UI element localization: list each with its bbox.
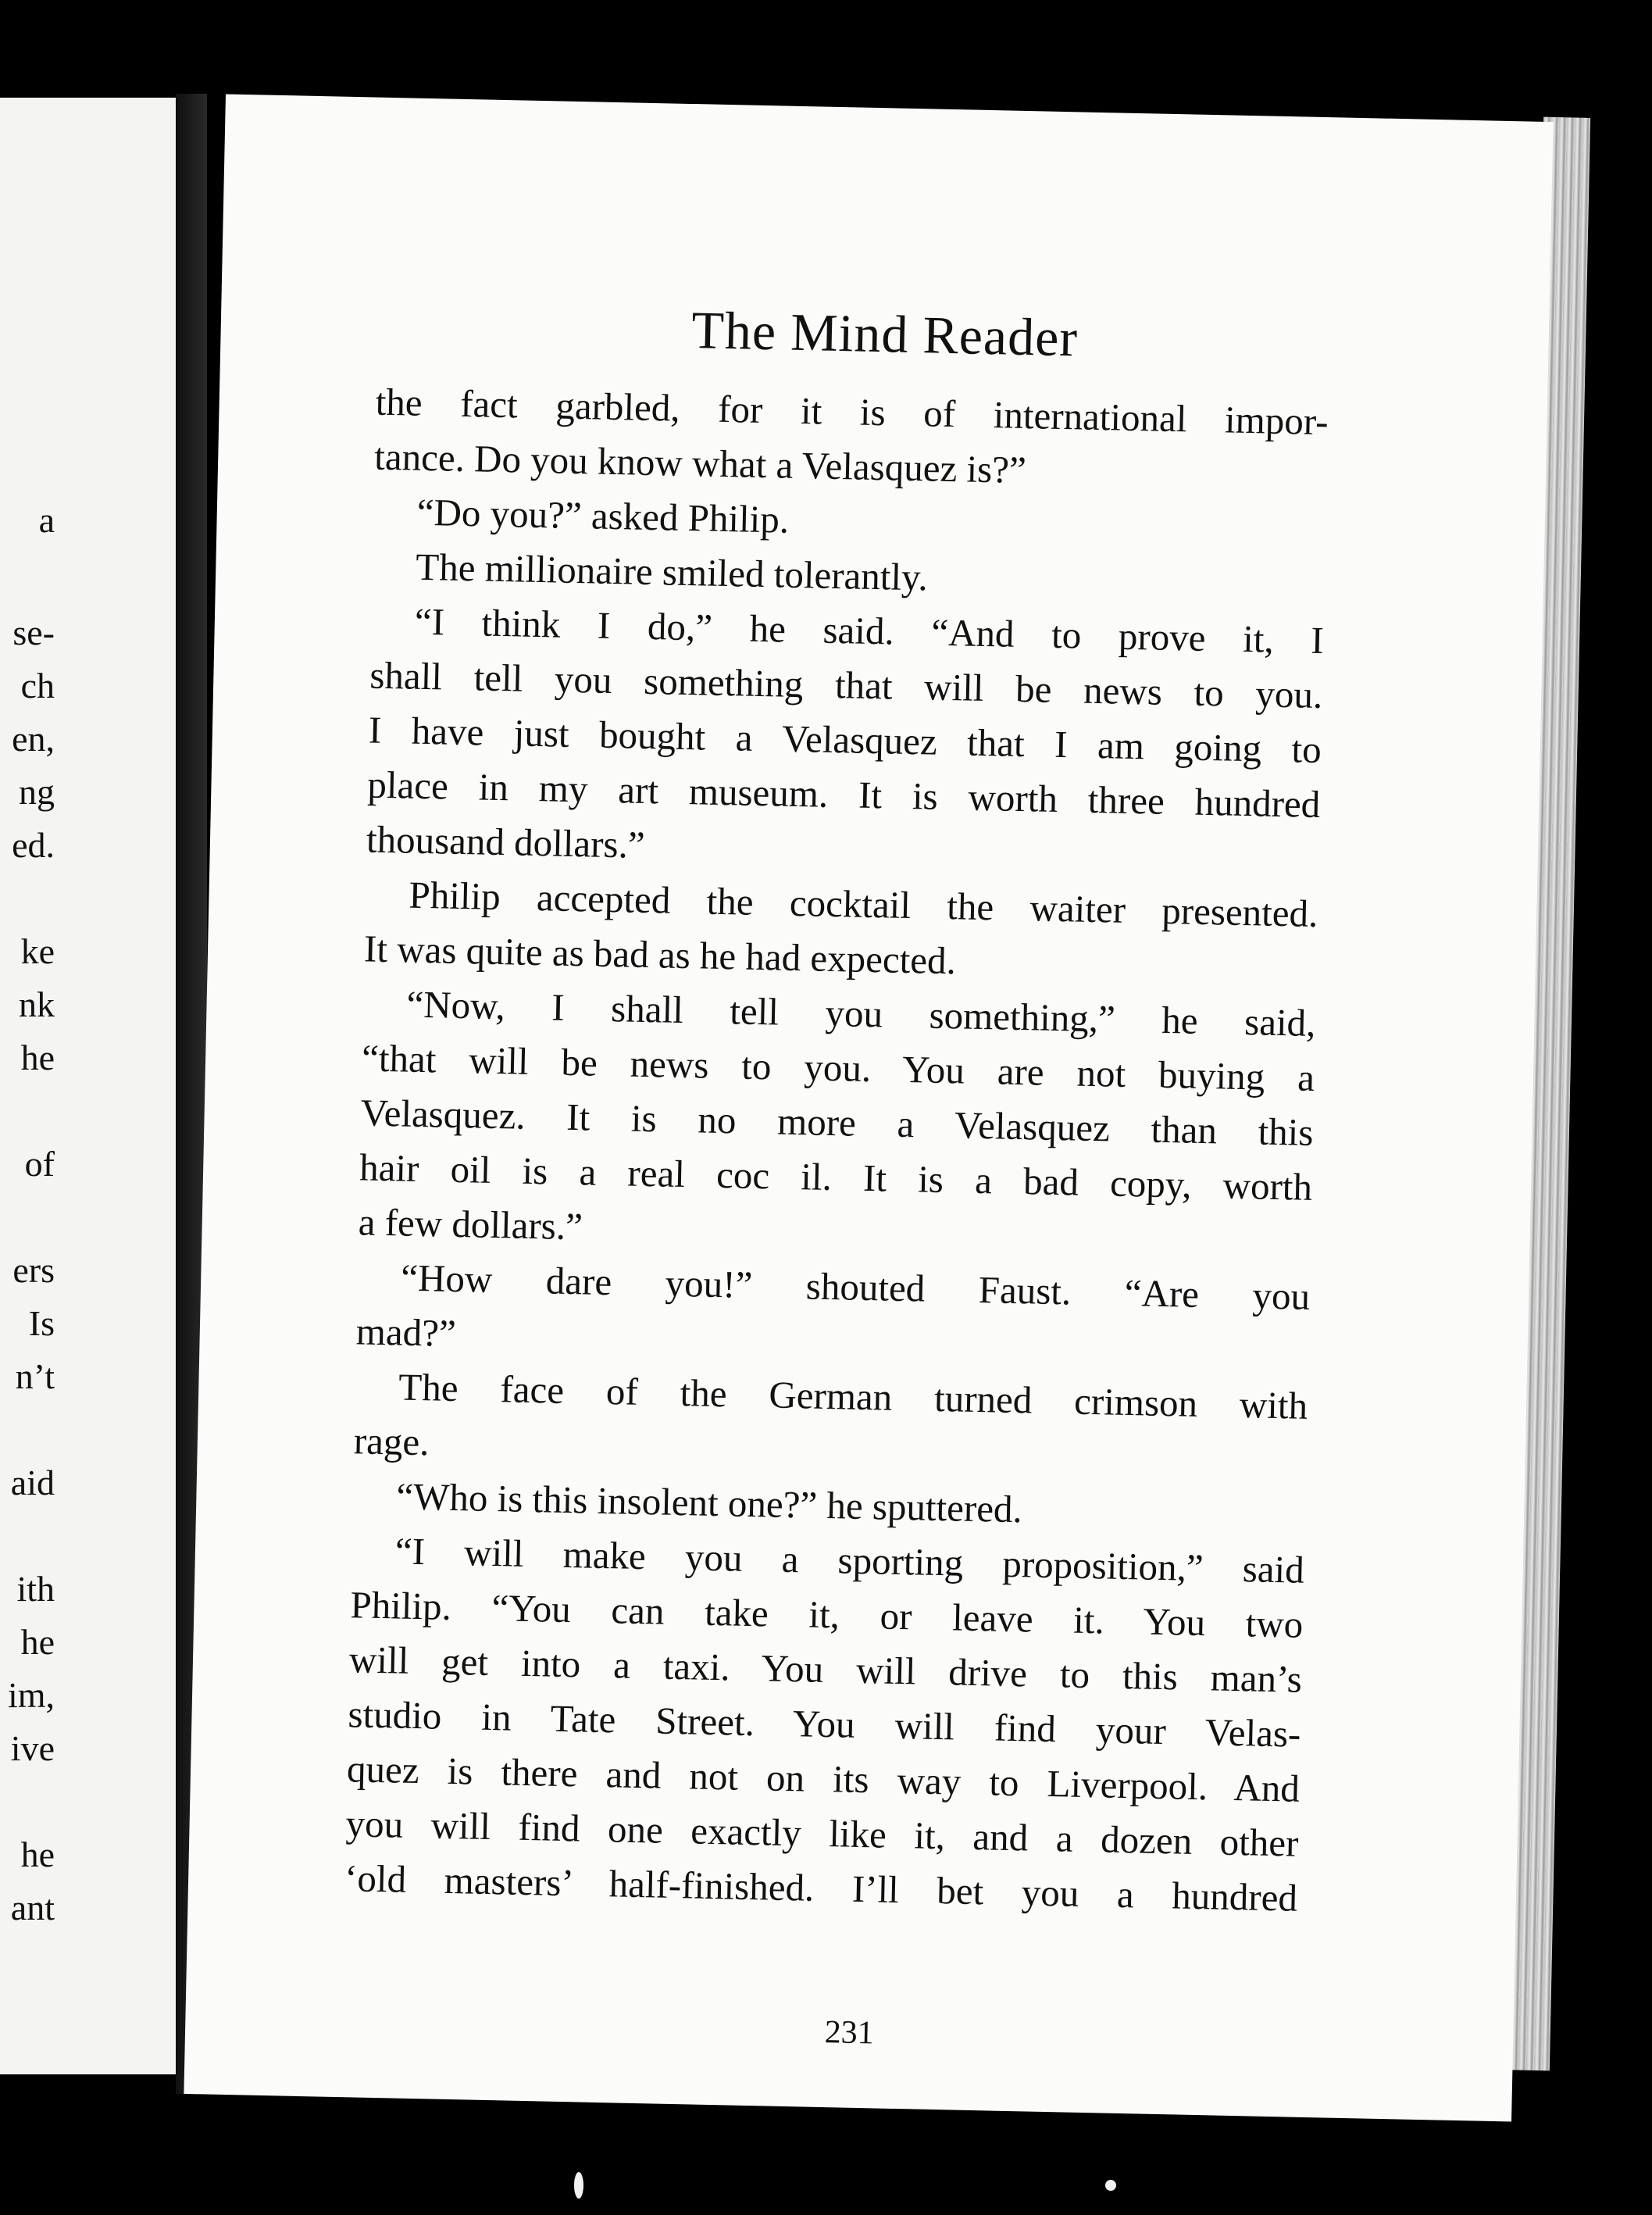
left-page-fragment: ke — [20, 931, 55, 971]
text-line: ‘old masters’ half-finished. I’ll bet you a hundred — [344, 1856, 1298, 1920]
scan-speck — [574, 2172, 583, 2199]
text-line: Philip. “You can take it, or leave it. You two — [349, 1583, 1304, 1646]
left-page-fragment: im, — [7, 1675, 55, 1715]
left-page-fragment: n’t — [15, 1356, 55, 1396]
text-line: The millionaire smiled tolerantly. — [415, 545, 929, 599]
text-line: thousand dollars.” — [366, 817, 646, 866]
left-facing-page — [0, 98, 181, 2074]
text-line: a few dollars.” — [358, 1200, 583, 1249]
text-line: tance. Do you know what a Velasquez is?” — [373, 434, 1027, 492]
left-page-fragment: he — [20, 1622, 55, 1662]
text-line: the fact garbled, for it is of international impor- — [375, 380, 1329, 444]
left-page-fragment: se- — [12, 613, 55, 652]
text-line: place in my art museum. It is worth three hundred — [366, 763, 1321, 827]
text-line: “How dare you!” shouted Faust. “Are you — [400, 1256, 1311, 1318]
left-page-fragment: nk — [19, 984, 55, 1024]
text-line: studio in Tate Street. You will find your Velas- — [348, 1692, 1301, 1756]
scan-speck — [1105, 2180, 1116, 2191]
text-line: “I will make you a sporting proposition,” said — [394, 1529, 1305, 1592]
right-page — [184, 94, 1553, 2121]
text-line: It was quite as bad as he had expected. — [363, 927, 957, 983]
left-page-fragment: aid — [10, 1463, 55, 1502]
text-line: “that will be news to you. You are not buying a — [361, 1036, 1315, 1099]
left-page-fragment: en, — [12, 719, 55, 759]
left-page-fragment: ed. — [12, 825, 55, 865]
left-page-fragment: ith — [16, 1569, 55, 1609]
left-page-fragment: of — [24, 1144, 55, 1184]
text-line: Philip accepted the cocktail the waiter presented. — [409, 873, 1318, 935]
left-page-fragment: ers — [12, 1250, 55, 1290]
text-line: rage. — [353, 1419, 430, 1464]
left-page-fragment: a — [38, 500, 55, 540]
text-line: you will find one exactly like it, and a dozen other — [345, 1802, 1299, 1865]
text-line: quez is there and not on its way to Liverpool. And — [346, 1747, 1301, 1810]
text-line: “Now, I shall tell you something,” he said, — [406, 982, 1316, 1045]
left-page-fragment: Is — [28, 1303, 55, 1343]
text-line: will get into a taxi. You will drive to this man’s — [348, 1638, 1303, 1701]
body-text — [344, 375, 1329, 1926]
text-line: I have just bought a Velasquez that I am going to — [368, 708, 1322, 772]
left-page-fragment: ch — [20, 666, 55, 706]
text-line: “I think I do,” he said. “And to prove it, I — [414, 599, 1325, 663]
text-line: “Who is this insolent one?” he sputtered. — [395, 1474, 1023, 1531]
left-page-fragment: he — [20, 1835, 55, 1874]
text-line: mad?” — [355, 1309, 457, 1355]
left-page-fragment: ng — [19, 772, 55, 812]
text-line: shall tell you something that will be news to you. — [369, 653, 1323, 717]
text-line: “Do you?” asked Philip. — [416, 490, 790, 541]
running-head: The Mind Reader — [690, 300, 1079, 368]
page-number: 231 — [824, 2014, 875, 2052]
text-line: The face of the German turned crimson with — [398, 1365, 1308, 1427]
text-line: Velasquez. It is no more a Velasquez than this — [360, 1091, 1315, 1154]
left-page-fragment: ant — [10, 1888, 55, 1927]
left-page-fragment: he — [20, 1038, 55, 1077]
left-page-fragment: ive — [10, 1728, 55, 1768]
text-line: hair oil is a real coc il. It is a bad copy, worth — [359, 1145, 1313, 1209]
